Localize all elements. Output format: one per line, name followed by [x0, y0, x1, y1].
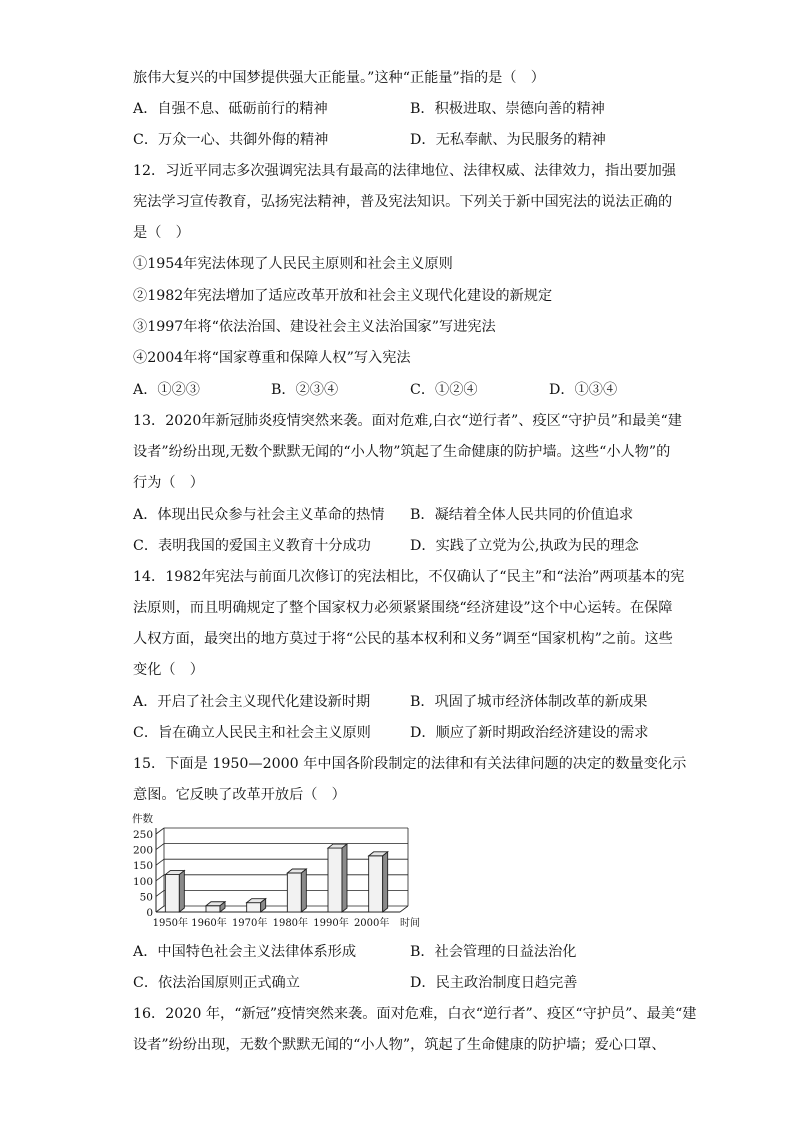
question-line: ③1997年将“依法治国、建设社会主义法治国家”写进宪法: [133, 319, 496, 335]
answer-option[interactable]: C．表明我国的爱国主义教育十分成功: [133, 538, 371, 554]
grid-diagonal: [156, 828, 164, 834]
x-tick-label: 1990年: [313, 918, 349, 929]
x-axis-label: 时间: [400, 918, 420, 929]
answer-option[interactable]: B．②③④: [271, 382, 339, 398]
bar-side: [179, 871, 184, 912]
answer-option[interactable]: A．①②③: [133, 382, 200, 398]
bar-side: [301, 869, 306, 912]
answer-option[interactable]: B．积极进取、崇德向善的精神: [410, 101, 605, 117]
y-tick-label: 250: [132, 829, 153, 841]
answer-option[interactable]: D．无私奉献、为民服务的精神: [410, 132, 606, 148]
question-line: 宪法学习宣传教育，弘扬宪法精神，普及宪法知识。下列关于新中国宪法的说法正确的: [133, 194, 673, 210]
question-line: 行为（ ）: [133, 475, 204, 491]
bar: [206, 906, 220, 912]
bar: [328, 848, 342, 912]
law-count-chart: [118, 812, 438, 930]
question-line: 14．1982年宪法与前面几次修订的宪法相比，不仅确认了“民主”和“法治”两项基本的宪: [133, 569, 685, 585]
answer-option[interactable]: C．旨在确立人民民主和社会主义原则: [133, 725, 371, 741]
answer-option[interactable]: D．实践了立党为公,执政为民的理念: [410, 538, 639, 554]
answer-option[interactable]: A．中国特色社会主义法律体系形成: [133, 944, 357, 960]
question-line: 旅伟大复兴的中国梦提供强大正能量。”这种“正能量”指的是（ ）: [133, 70, 545, 86]
question-line: ④2004年将“国家尊重和保障人权”写入宪法: [133, 350, 411, 366]
y-tick-label: 200: [132, 844, 153, 857]
question-line: 意图。它反映了改革开放后（ ）: [133, 787, 346, 803]
y-tick-label: 150: [132, 860, 153, 873]
question-line: 法原则，而且明确规定了整个国家权力必须紧紧围绕“经济建设”这个中心运转。在保障: [133, 600, 673, 616]
grid-diagonal: [156, 890, 164, 896]
bar: [165, 875, 179, 912]
bar: [287, 873, 301, 912]
question-line: 设者”纷纷出现，无数个默默无闻的“小人物”，筑起了生命健康的防护墙；爱心口罩、: [133, 1037, 666, 1053]
grid-diagonal: [156, 844, 164, 850]
question-line: 人权方面，最突出的地方莫过于将“公民的基本权利和义务”调至“国家机构”之前。这些: [133, 631, 673, 647]
grid-diagonal: [156, 875, 164, 881]
question-line: ②1982年宪法增加了适应改革开放和社会主义现代化建设的新规定: [133, 288, 553, 304]
question-line: 变化（ ）: [133, 662, 204, 678]
question-line: 12．习近平同志多次强调宪法具有最高的法律地位、法律权威、法律效力，指出要加强: [133, 163, 676, 179]
x-axis-end: [400, 906, 408, 912]
answer-option[interactable]: C．①②④: [410, 382, 478, 398]
answer-option[interactable]: D．顺应了新时期政治经济建设的需求: [410, 725, 649, 741]
x-tick-label: 1960年: [191, 918, 227, 929]
question-line: 16．2020 年，“新冠”疫情突然来袭。面对危难，白衣“逆行者”、疫区“守护员”、最美“建: [133, 1006, 697, 1022]
question-line: ①1954年宪法体现了人民民主原则和社会主义原则: [133, 256, 453, 272]
y-axis-label: 件数: [132, 813, 153, 825]
answer-option[interactable]: B．社会管理的日益法治化: [410, 944, 577, 960]
answer-option[interactable]: C．万众一心、共御外侮的精神: [133, 132, 329, 148]
grid-diagonal: [156, 859, 164, 865]
answer-option[interactable]: A．开启了社会主义现代化建设新时期: [133, 694, 371, 710]
answer-option[interactable]: D．①③④: [549, 382, 618, 398]
bar: [369, 856, 383, 912]
bar-side: [383, 852, 388, 912]
answer-option[interactable]: B．巩固了城市经济体制改革的新成果: [410, 694, 648, 710]
question-line: 13．2020年新冠肺炎疫情突然来袭。面对危难,白衣“逆行者”、疫区“守护员”和最美“建: [133, 413, 682, 429]
question-line: 是（ ）: [133, 225, 190, 241]
y-tick-label: 0: [146, 907, 153, 919]
answer-option[interactable]: D．民主政治制度日趋完善: [410, 975, 578, 991]
x-tick-label: 1980年: [272, 918, 309, 929]
question-line: 设者”纷纷出现,无数个默默无闻的“小人物”筑起了生命健康的防护墙。这些“小人物”的: [133, 444, 671, 460]
y-tick-label: 100: [132, 875, 153, 888]
x-tick-label: 1970年: [231, 918, 268, 929]
question-line: 15．下面是 1950—2000 年中国各阶段制定的法律和有关法律问题的决定的数量变化示: [133, 756, 687, 772]
answer-option[interactable]: A．体现出民众参与社会主义革命的热情: [133, 507, 385, 523]
bar: [247, 903, 261, 912]
x-tick-label: 1950年: [152, 918, 189, 929]
bar-chart-svg: [118, 812, 438, 930]
answer-option[interactable]: B．凝结着全体人民共同的价值追求: [410, 507, 634, 523]
grid-diagonal: [156, 906, 164, 912]
y-tick-label: 50: [139, 891, 153, 904]
x-tick-label: 2000年: [353, 918, 390, 929]
answer-option[interactable]: C．依法治国原则正式确立: [133, 975, 300, 991]
bar-side: [342, 844, 347, 912]
answer-option[interactable]: A．自强不息、砥砺前行的精神: [133, 101, 328, 117]
